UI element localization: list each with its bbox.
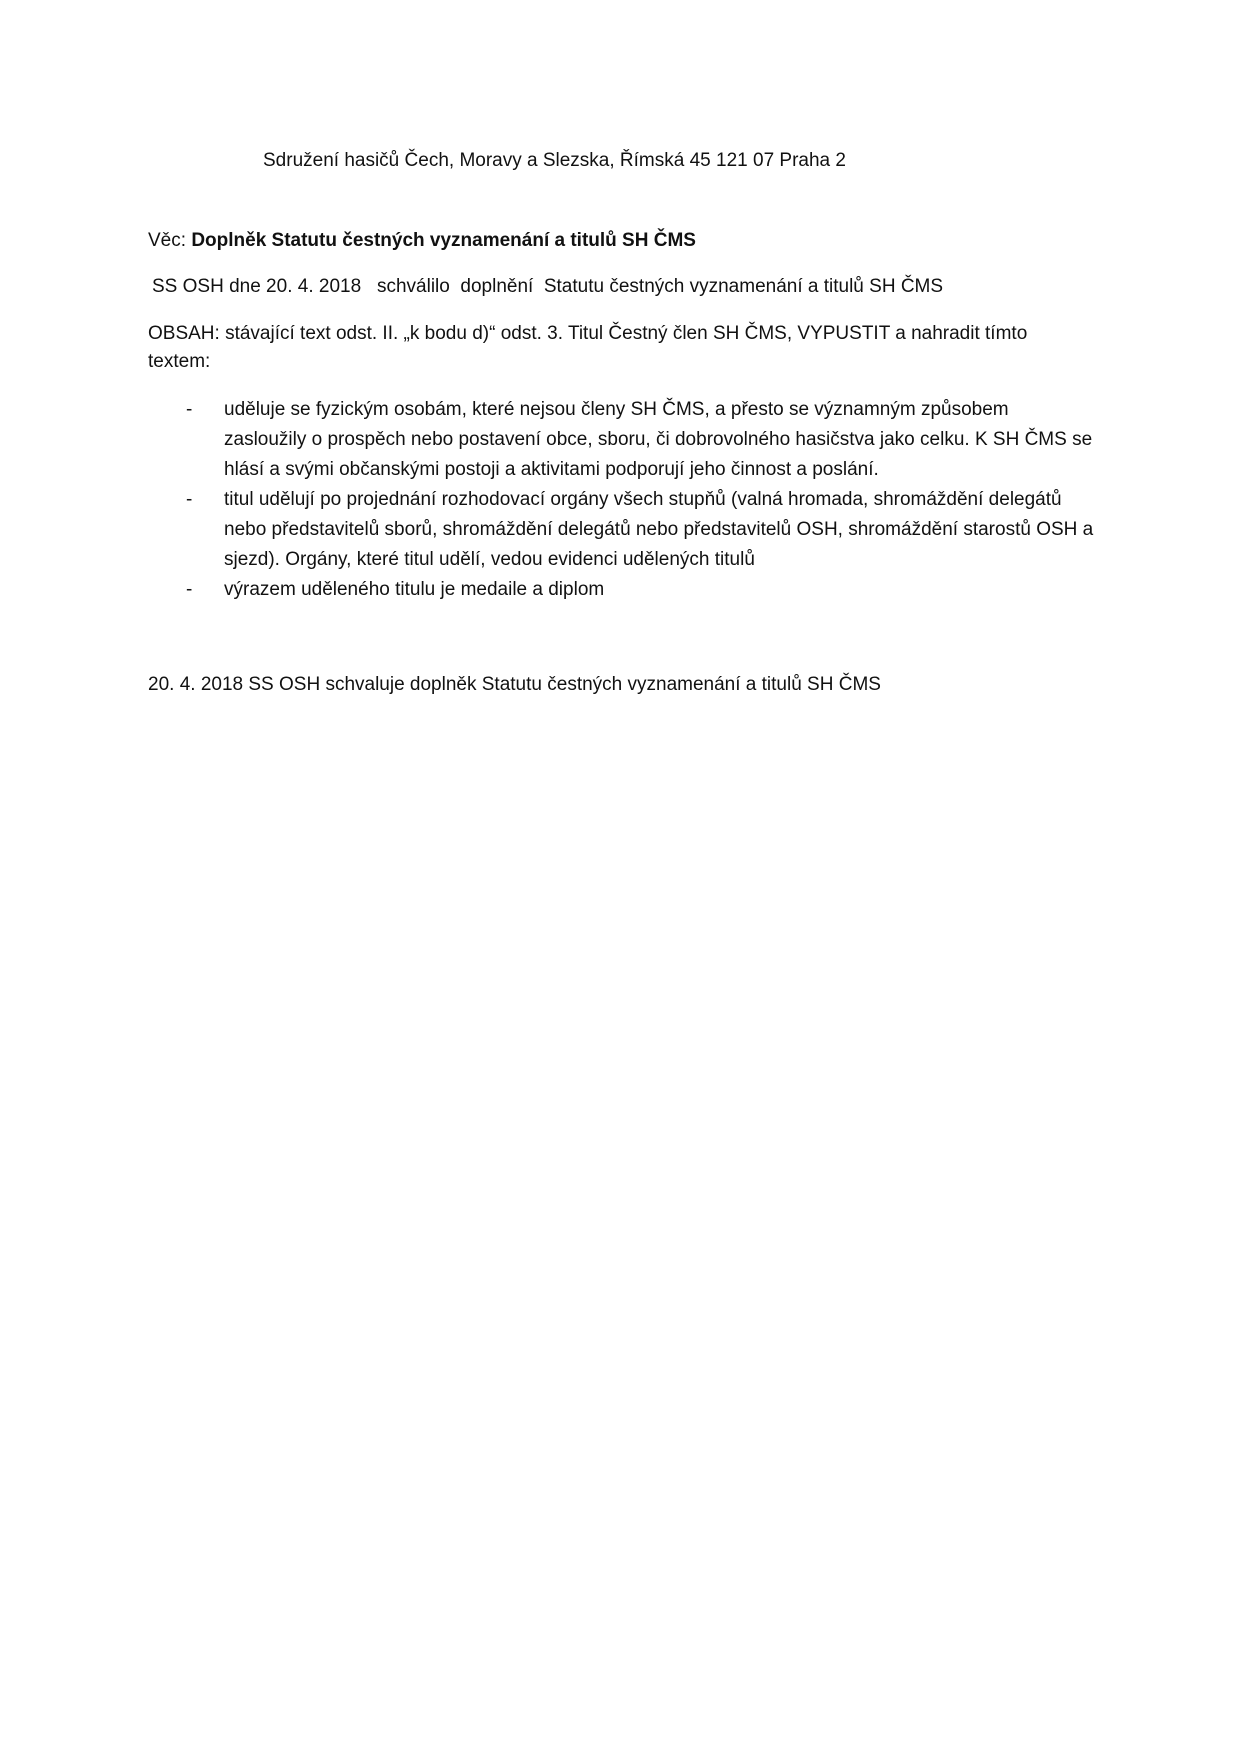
bullet-list — [148, 395, 1098, 605]
subject-title: Doplněk Statutu čestných vyznamenání a titulů SH ČMS — [191, 230, 696, 251]
subject-label: Věc: — [148, 230, 192, 251]
bullet-dash: - — [186, 399, 193, 420]
bullet-dash: - — [186, 579, 193, 600]
content-paragraph: OBSAH: stávající text odst. II. „k bodu d)“ odst. 3. Titul Čestný člen SH ČMS, VYPUSTIT a nahradit tímto textem: — [148, 323, 1028, 372]
approval-statement: SS OSH dne 20. 4. 2018 schválilo doplnění Statutu čestných vyznamenání a titulů SH ČMS — [152, 276, 944, 297]
subject-line — [148, 227, 696, 255]
bullet-dash: - — [186, 489, 193, 510]
list-item-text: uděluje se fyzickým osobám, které nejsou členy SH ČMS, a přesto se významným způsobem zasloužily o prospěch nebo postavení obce, sboru, či dobrovolného hasičstva jako celku. K SH ČMS se hlásí a svými občanskými postoji a aktivitami podporují jeho činnost a poslání. — [224, 399, 1093, 480]
list-item — [148, 485, 1098, 575]
list-item-text: titul udělují po projednání rozhodovací orgány všech stupňů (valná hromada, shromáždění delegátů nebo představitelů sborů, shromáždění delegátů nebo představitelů OSH, shromáždění starostů OSH a sjezd). Orgány, které titul udělí, vedou evidenci udělených titulů — [224, 489, 1094, 570]
list-item — [148, 395, 1098, 485]
organization-header: Sdružení hasičů Čech, Moravy a Slezska, Římská 45 121 07 Praha 2 — [263, 150, 846, 171]
list-item-text: výrazem uděleného titulu je medaile a diplom — [224, 579, 605, 600]
list-item — [148, 575, 1098, 605]
footer-statement: 20. 4. 2018 SS OSH schvaluje doplněk Statutu čestných vyznamenání a titulů SH ČMS — [148, 674, 881, 695]
